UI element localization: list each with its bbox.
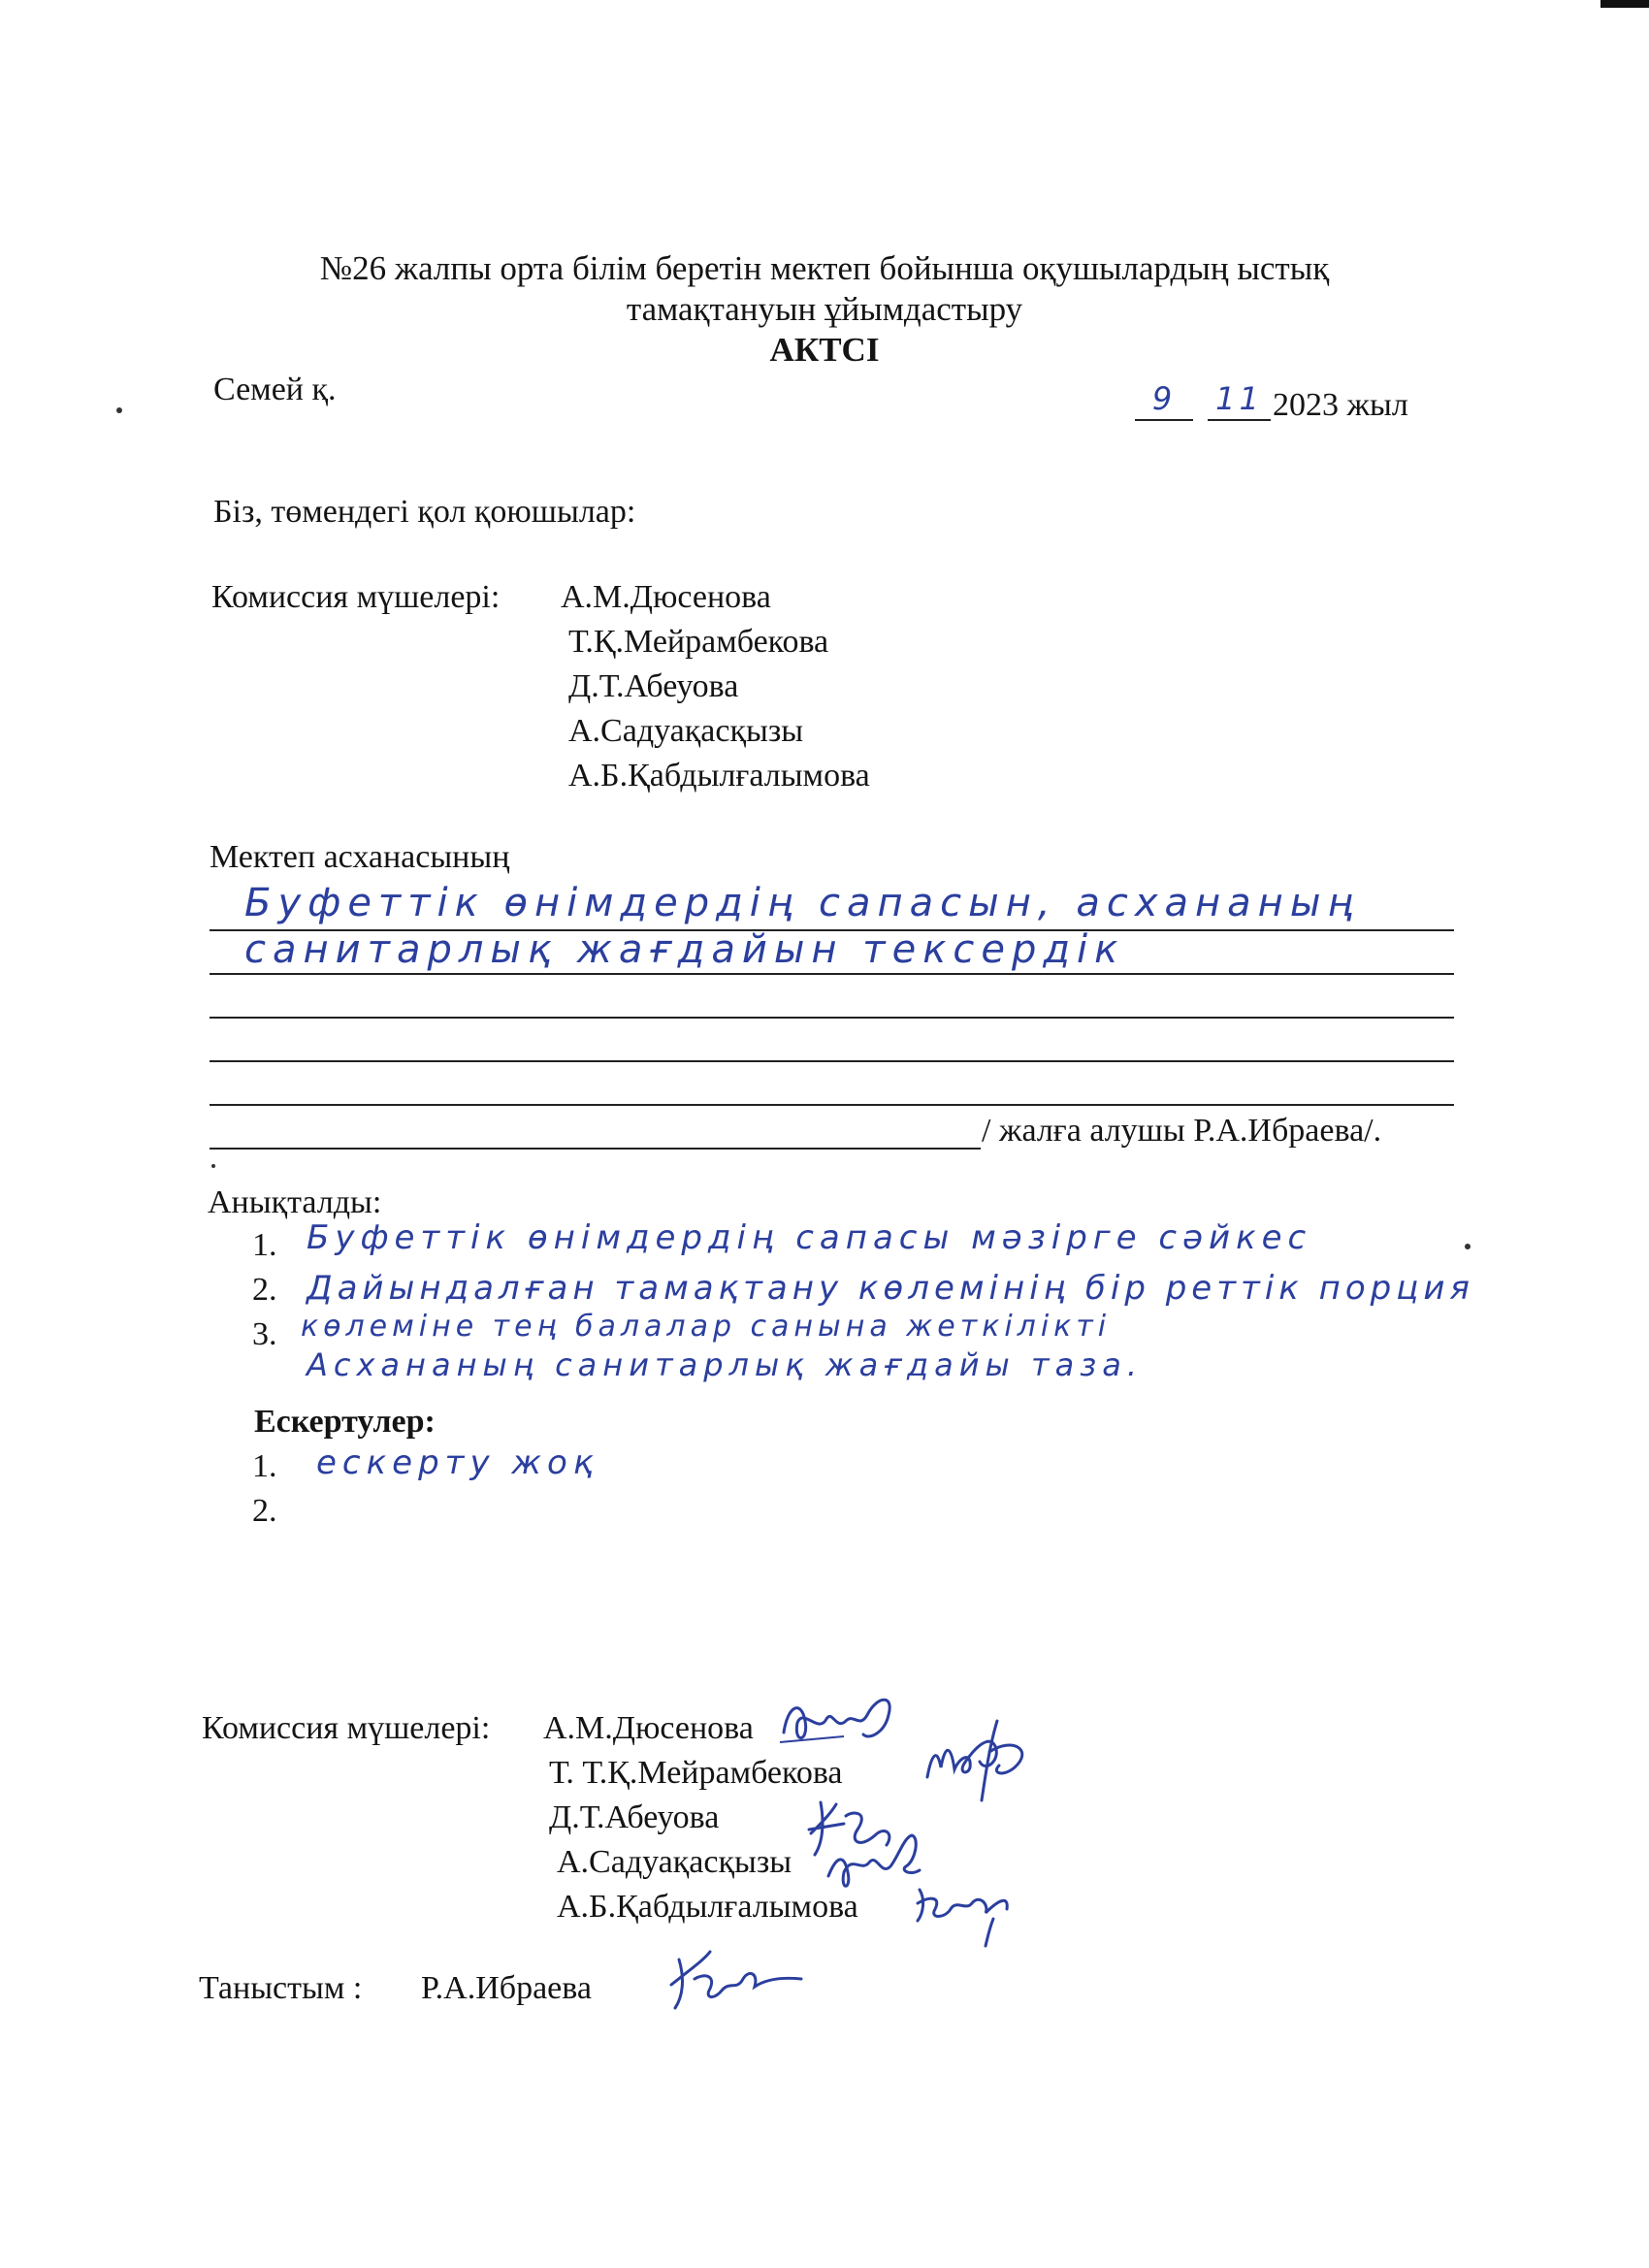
date-day-underline	[1135, 419, 1193, 421]
date-day-field	[1135, 380, 1193, 417]
scan-edge-mark	[1600, 0, 1649, 8]
form-line	[210, 973, 1454, 975]
signature-mark	[912, 1870, 1018, 1948]
signature-mark	[776, 1686, 922, 1754]
finding-handwritten-line: Буфеттік өнімдердің сапасы мәзірге сәйкес	[307, 1218, 1312, 1257]
form-line	[210, 1148, 981, 1150]
date-day: 9	[1151, 380, 1177, 417]
form-line	[210, 1017, 1454, 1019]
signature-mark	[665, 1940, 811, 2018]
document-title-line2: тамақтануын ұйымдастыру	[626, 290, 1023, 328]
city-label: Семей қ.	[213, 372, 337, 407]
date-month-underline	[1208, 419, 1271, 421]
date-month: 11	[1215, 380, 1263, 417]
form-line	[210, 1060, 1454, 1062]
commission-member: Т.Қ.Мейрамбекова	[568, 624, 829, 660]
intro-text: Біз, төмендегі қол қоюшылар:	[213, 494, 636, 530]
commission-member: А.Садуақасқызы	[568, 713, 804, 749]
findings-number: 2.	[252, 1272, 277, 1308]
document-title-line1: №26 жалпы орта білім беретін мектеп бойынша оқушылардың ыстық	[319, 249, 1330, 287]
canteen-label: Мектеп асханасының	[210, 839, 510, 875]
date-month-field	[1208, 380, 1271, 417]
signature-mark	[922, 1717, 1038, 1804]
findings-label: Анықталды:	[208, 1184, 382, 1220]
receiver-name: / жалға алушы Р.А.Ибраева/.	[982, 1113, 1382, 1149]
finding-handwritten-line: көлеміне тең балалар санына жеткілікті	[301, 1310, 1112, 1344]
scan-speck	[1465, 1244, 1471, 1249]
notes-label: Ескертулер:	[254, 1404, 436, 1440]
scan-speck	[211, 1164, 215, 1168]
notes-label-text: Ескертулер	[254, 1404, 425, 1440]
signatures-label: Комиссия мүшелері:	[202, 1710, 491, 1746]
signature-member: А.Б.Қабдылғалымова	[557, 1889, 858, 1925]
notes-handwritten: ескерту жоқ	[316, 1443, 599, 1482]
findings-number: 1.	[252, 1227, 277, 1263]
findings-number: 3.	[252, 1316, 277, 1352]
notes-number: 2.	[252, 1493, 277, 1529]
commission-member: А.Б.Қабдылғалымова	[568, 758, 870, 794]
signature-member: А.Садуақасқызы	[557, 1844, 792, 1880]
signature-member: Д.Т.Абеуова	[549, 1799, 720, 1835]
form-line	[210, 1104, 1454, 1106]
canteen-handwritten-line1: Буфеттік өнімдердің сапасын, асхананың	[244, 881, 1360, 925]
signature-member: Т. Т.Қ.Мейрамбекова	[549, 1755, 843, 1791]
commission-label: Комиссия мүшелері:	[211, 579, 501, 615]
signature-member: А.М.Дюсенова	[543, 1710, 754, 1746]
commission-member: Д.Т.Абеуова	[568, 668, 739, 704]
canteen-handwritten-line2: санитарлық жағдайын тексердік	[244, 927, 1125, 972]
date-year: 2023 жыл	[1273, 387, 1408, 423]
document-act-heading: АКТСІ	[769, 331, 880, 369]
scan-speck	[116, 407, 122, 413]
notes-number: 1.	[252, 1448, 277, 1484]
acknowledged-name: Р.А.Ибраева	[421, 1970, 592, 2006]
finding-handwritten-line: Дайындалған тамақтану көлемінің бір реттік порция	[307, 1269, 1474, 1308]
finding-handwritten-line: Асхананың санитарлық жағдайы таза.	[307, 1346, 1144, 1383]
acknowledged-label: Таныстым :	[199, 1970, 363, 2006]
commission-member: А.М.Дюсенова	[561, 579, 771, 615]
